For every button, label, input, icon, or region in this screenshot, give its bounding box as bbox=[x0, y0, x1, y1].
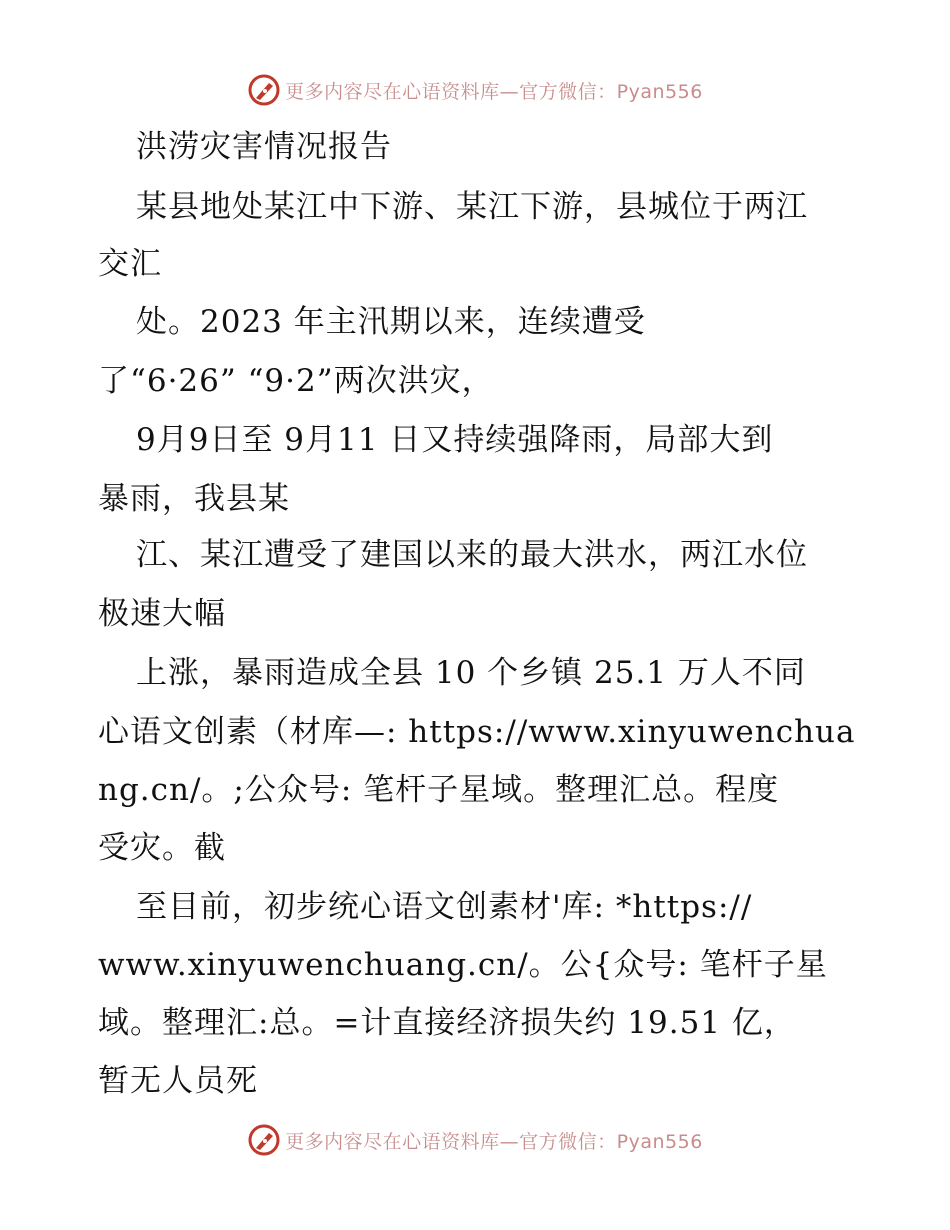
text-line: 上涨，暴雨造成全县 10 个乡镇 25.1 万人不同 bbox=[136, 655, 806, 691]
text-line: 受灾。截 bbox=[98, 830, 226, 866]
text-line: 至目前，初步统心语文创素材'库: *https:// bbox=[136, 889, 753, 925]
text-line: 域。整理汇:总。=计直接经济损失约 19.51 亿， bbox=[98, 1005, 796, 1041]
text-line: 某县地处某江中下游、某江下游，县城位于两江 bbox=[136, 189, 808, 225]
header-banner-text: 更多内容尽在心语资料库—官方微信：Pyan556 bbox=[285, 80, 703, 103]
document-title: 洪涝灾害情况报告 bbox=[136, 129, 392, 165]
text-line: ng.cn/。;公众号: 笔杆子星域。整理汇总。程度 bbox=[98, 772, 780, 808]
text-line: 江、某江遭受了建国以来的最大洪水，两江水位 bbox=[136, 537, 808, 573]
text-line: 暂无人员死 bbox=[98, 1063, 258, 1099]
text-line: 极速大幅 bbox=[98, 596, 226, 632]
text-line: 9月9日至 9月11 日又持续强降雨，局部大到 bbox=[136, 422, 774, 458]
text-line: 暴雨，我县某 bbox=[98, 481, 290, 517]
pen-nib-logo-icon bbox=[247, 1123, 281, 1157]
footer-banner-text: 更多内容尽在心语资料库—官方微信：Pyan556 bbox=[285, 1130, 703, 1153]
text-line: 了“6·26” “9·2”两次洪灾， bbox=[98, 363, 494, 399]
text-line: 交汇 bbox=[98, 246, 162, 282]
text-line: 心语文创素（材库—: https://www.xinyuwenchua bbox=[98, 714, 856, 750]
text-line: www.xinyuwenchuang.cn/。公{众号: 笔杆子星 bbox=[98, 947, 828, 983]
footer-banner bbox=[0, 1120, 950, 1160]
text-line: 处。2023 年主汛期以来，连续遭受 bbox=[136, 304, 646, 340]
